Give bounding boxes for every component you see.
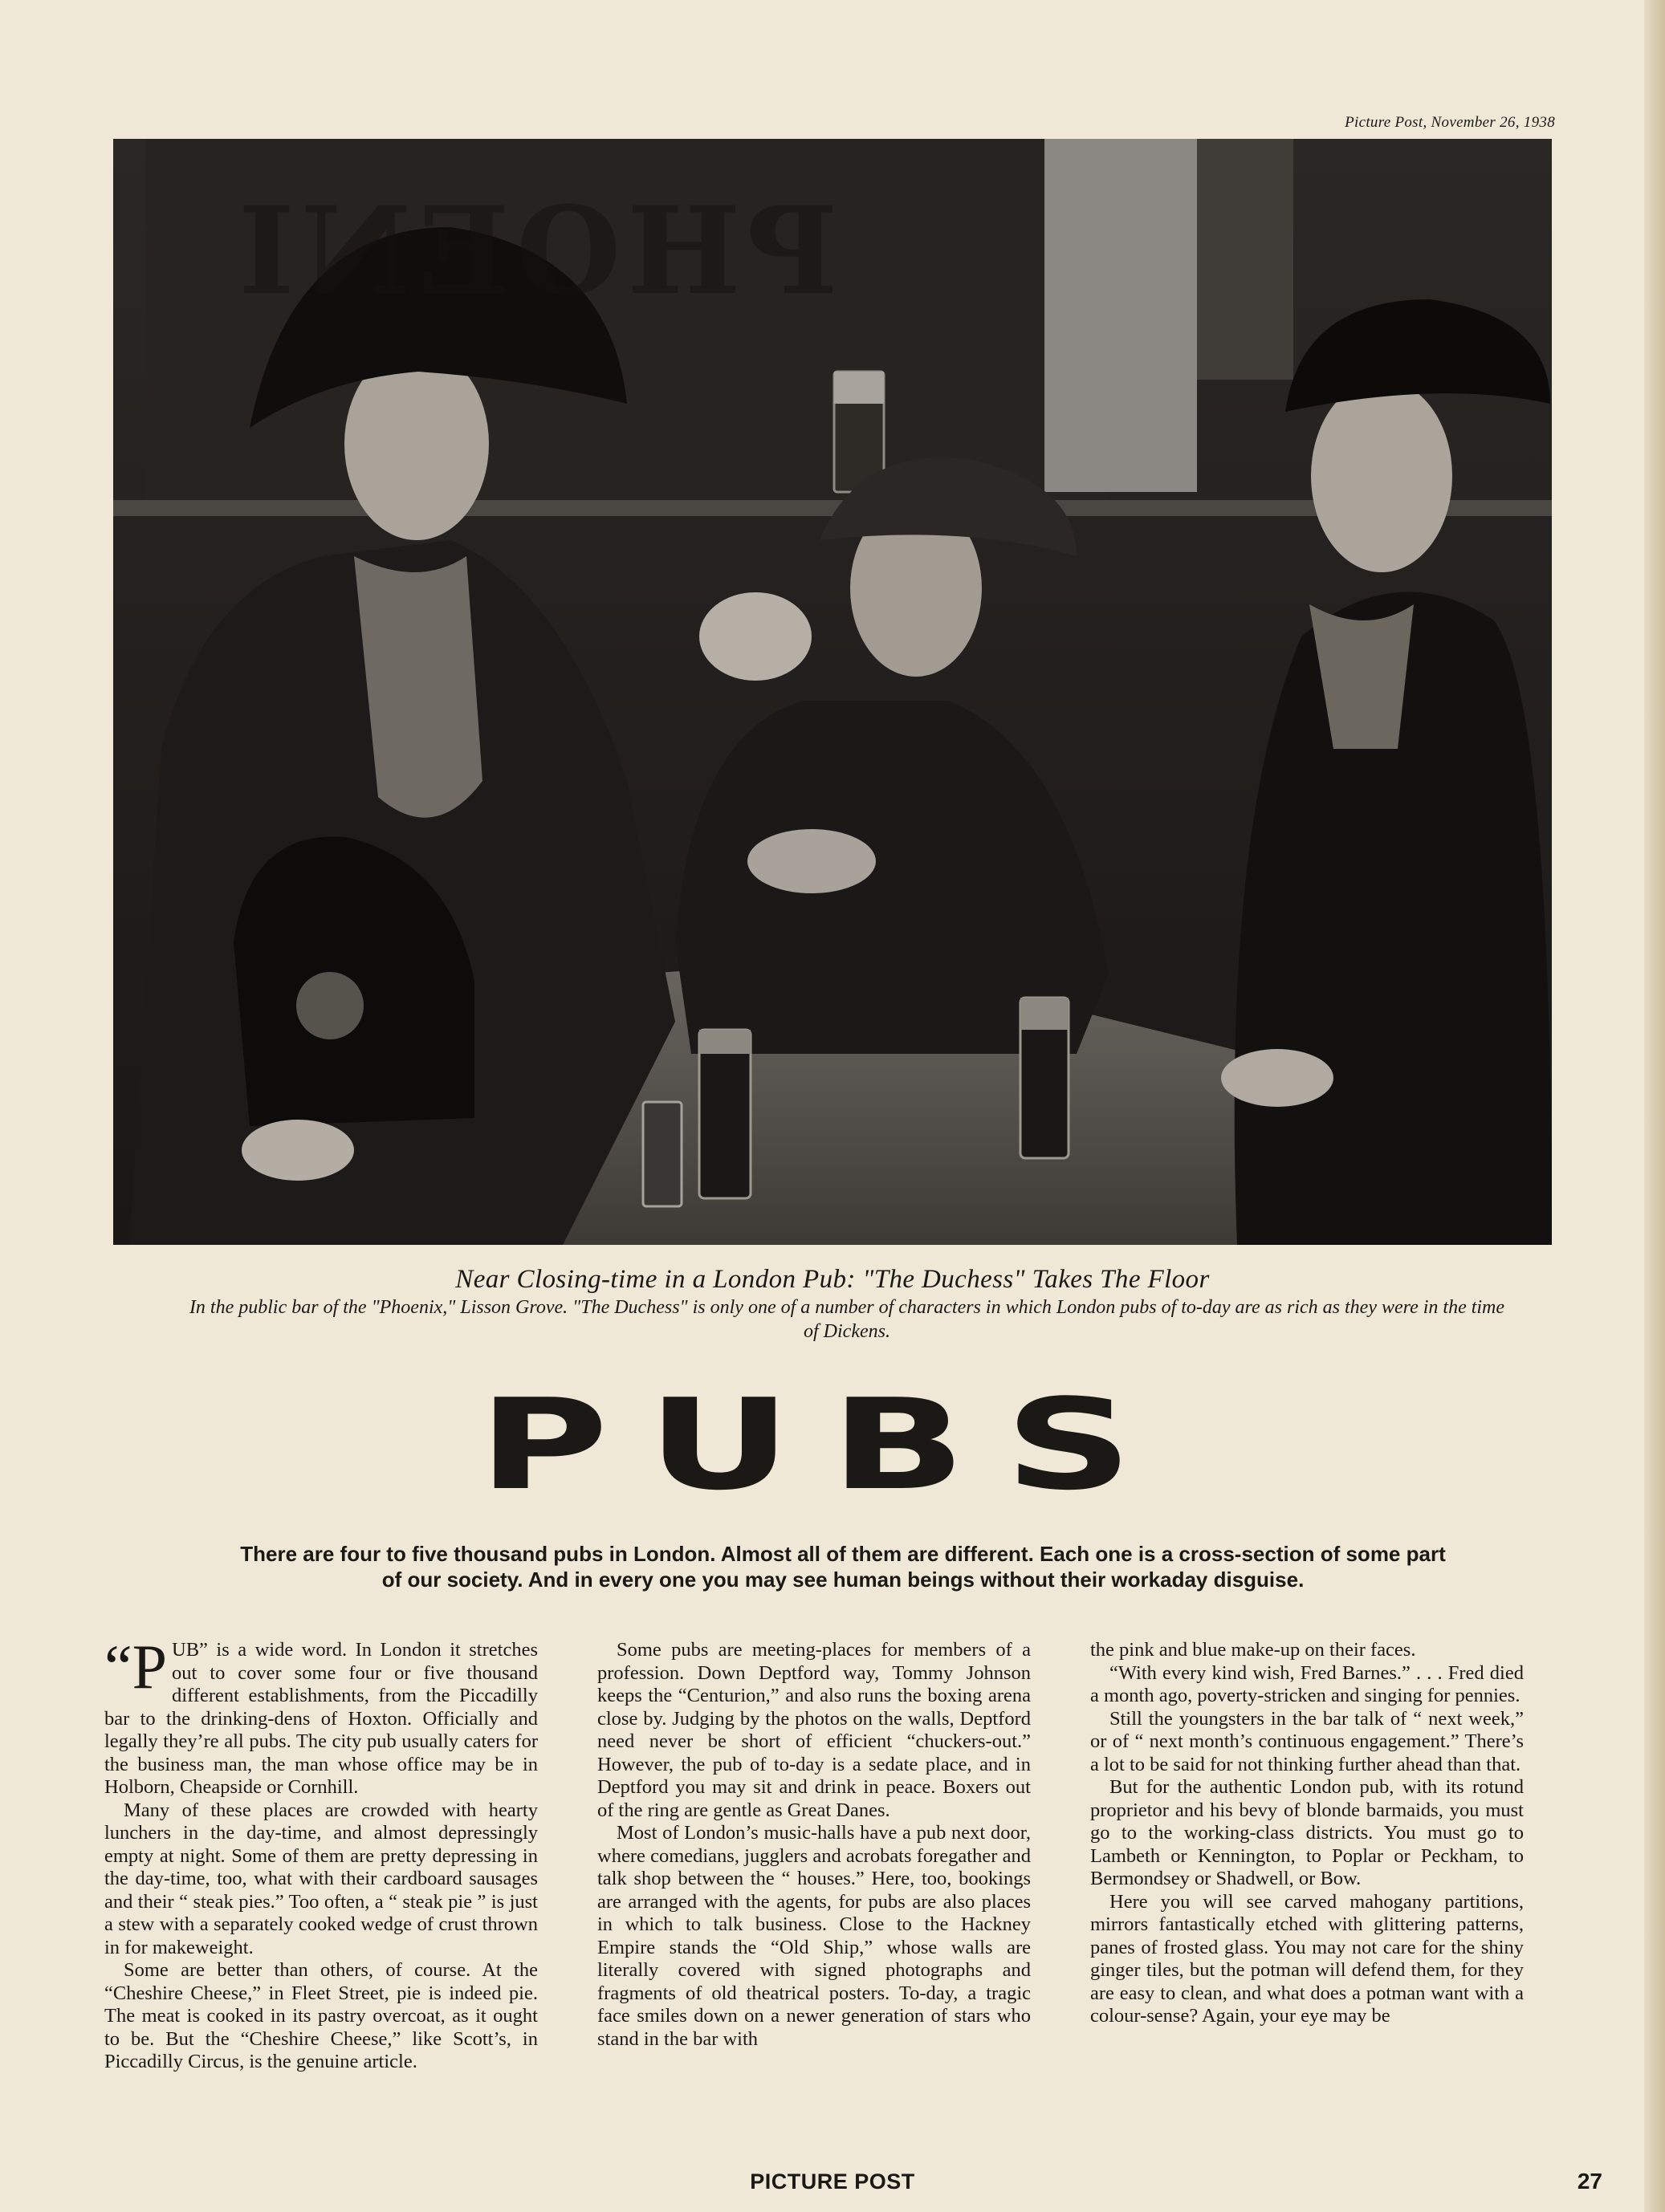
caption-title: Near Closing-time in a London Pub: "The Duchess" Takes The Floor — [455, 1265, 1210, 1294]
article-paragraph: “With every kind wish, Fred Barnes.” . . . Fred died a month ago, poverty-stricken and singing for pennies. — [1090, 1661, 1524, 1706]
magazine-footer: PICTURE POST — [750, 2169, 915, 2194]
drop-cap: “P — [104, 1632, 168, 1702]
pint-glass — [699, 1030, 751, 1198]
pub-photograph — [113, 139, 1552, 1245]
article-paragraph: But for the authentic London pub, with its rotund proprietor and his bevy of blonde barmaids, you must go to the working-class districts. You must go to Lambeth or Kennington, to Poplar or Peckham, to Bermondsey or Shadwell, or Bow. — [1090, 1776, 1524, 1889]
article-paragraph: Most of London’s music-halls have a pub next door, where comedians, jugglers and acrobats foregather and talk shop between the “ houses.” Here, too, bookings are arranged with the agents, for pubs are also places in which to talk business. Close to the Hackney Empire stands the “Old Ship,” whose walls are literally covered with signed photographs and fragments of old theatrical posters. To-day, a tragic face smiles down on a newer generation of stars who stand in the bar with — [597, 1822, 1031, 2050]
article-column-1 — [104, 1632, 538, 2074]
article-paragraph: “P UB” is a wide word. In London it stretches out to cover some four or five thousand different establishments, from the Piccadilly bar to the drinking-dens of Hoxton. Officially and legally they’re all pubs. The city pub usually caters for the business man, the man whose office may be in Holborn, Cheapside or Cornhill. — [104, 1632, 538, 1798]
small-glass — [643, 1102, 682, 1206]
dateline: Picture Post, November 26, 1938 — [1345, 114, 1555, 131]
article-paragraph: the pink and blue make-up on their faces. — [1090, 1639, 1416, 1661]
standfirst: There are four to five thousand pubs in London. Almost all of them are different. Each one is a cross-section of some part of our society. And in every one you may see human beings without their workaday disguise. — [240, 1542, 1446, 1592]
article-paragraph: Some are better than others, of course. At the “Cheshire Cheese,” in Fleet Street, pie is indeed pie. The meat is cooked in its pastry overcoat, as it ought to be. But the “Cheshire Cheese,” like Scott’s, in Piccadilly Circus, is the genuine article. — [104, 1959, 538, 2072]
pub-window-sign: PHOENI — [232, 181, 838, 322]
article-paragraph: Still the youngsters in the bar talk of “ next week,” or of “ next month’s continuous engagement.” There’s a lot to be said for not thinking further ahead than that. — [1090, 1707, 1524, 1775]
page-number: 27 — [1577, 2169, 1602, 2194]
page-edge — [1644, 0, 1665, 2212]
article-paragraph: Here you will see carved mahogany partitions, mirrors fantastically etched with glittering patterns, panes of frosted glass. You may not care for the shiny ginger tiles, but the potman will defend them, for they are easy to clean, and what does a potman want with a colour-sense? Again, your eye may be — [1090, 1890, 1524, 2027]
article-column-2 — [597, 1639, 1031, 2051]
article-paragraph: Many of these places are crowded with hearty lunchers in the day-time, and almost depressingly empty at night. Some of them are pretty depressing in the day-time, too, what with their cardboard sausages and their “ steak pies.” Too often, a “ steak pie ” is just a stew with a separately cooked wedge of crust thrown in for makeweight. — [104, 1799, 538, 1958]
article-paragraph: Some pubs are meeting-places for members of a profession. Down Deptford way, Tommy Johnson keeps the “Centurion,” and also runs the boxing arena close by. Judging by the photos on the walls, Deptford need never be short of efficient “chuckers-out.” However, the pub of to-day is a sedate place, and in Deptford you may sit and drink in peace. Boxers out of the ring are gentle as Great Danes. — [597, 1639, 1031, 1821]
article-column-3 — [1090, 1639, 1524, 2028]
caption-body: In the public bar of the "Phoenix," Lisson Grove. "The Duchess" is only one of a number of characters in which London pubs of to-day are as rich as they were in the time of Dickens. — [189, 1297, 1505, 1342]
headline: PUBS — [478, 1372, 1172, 1518]
